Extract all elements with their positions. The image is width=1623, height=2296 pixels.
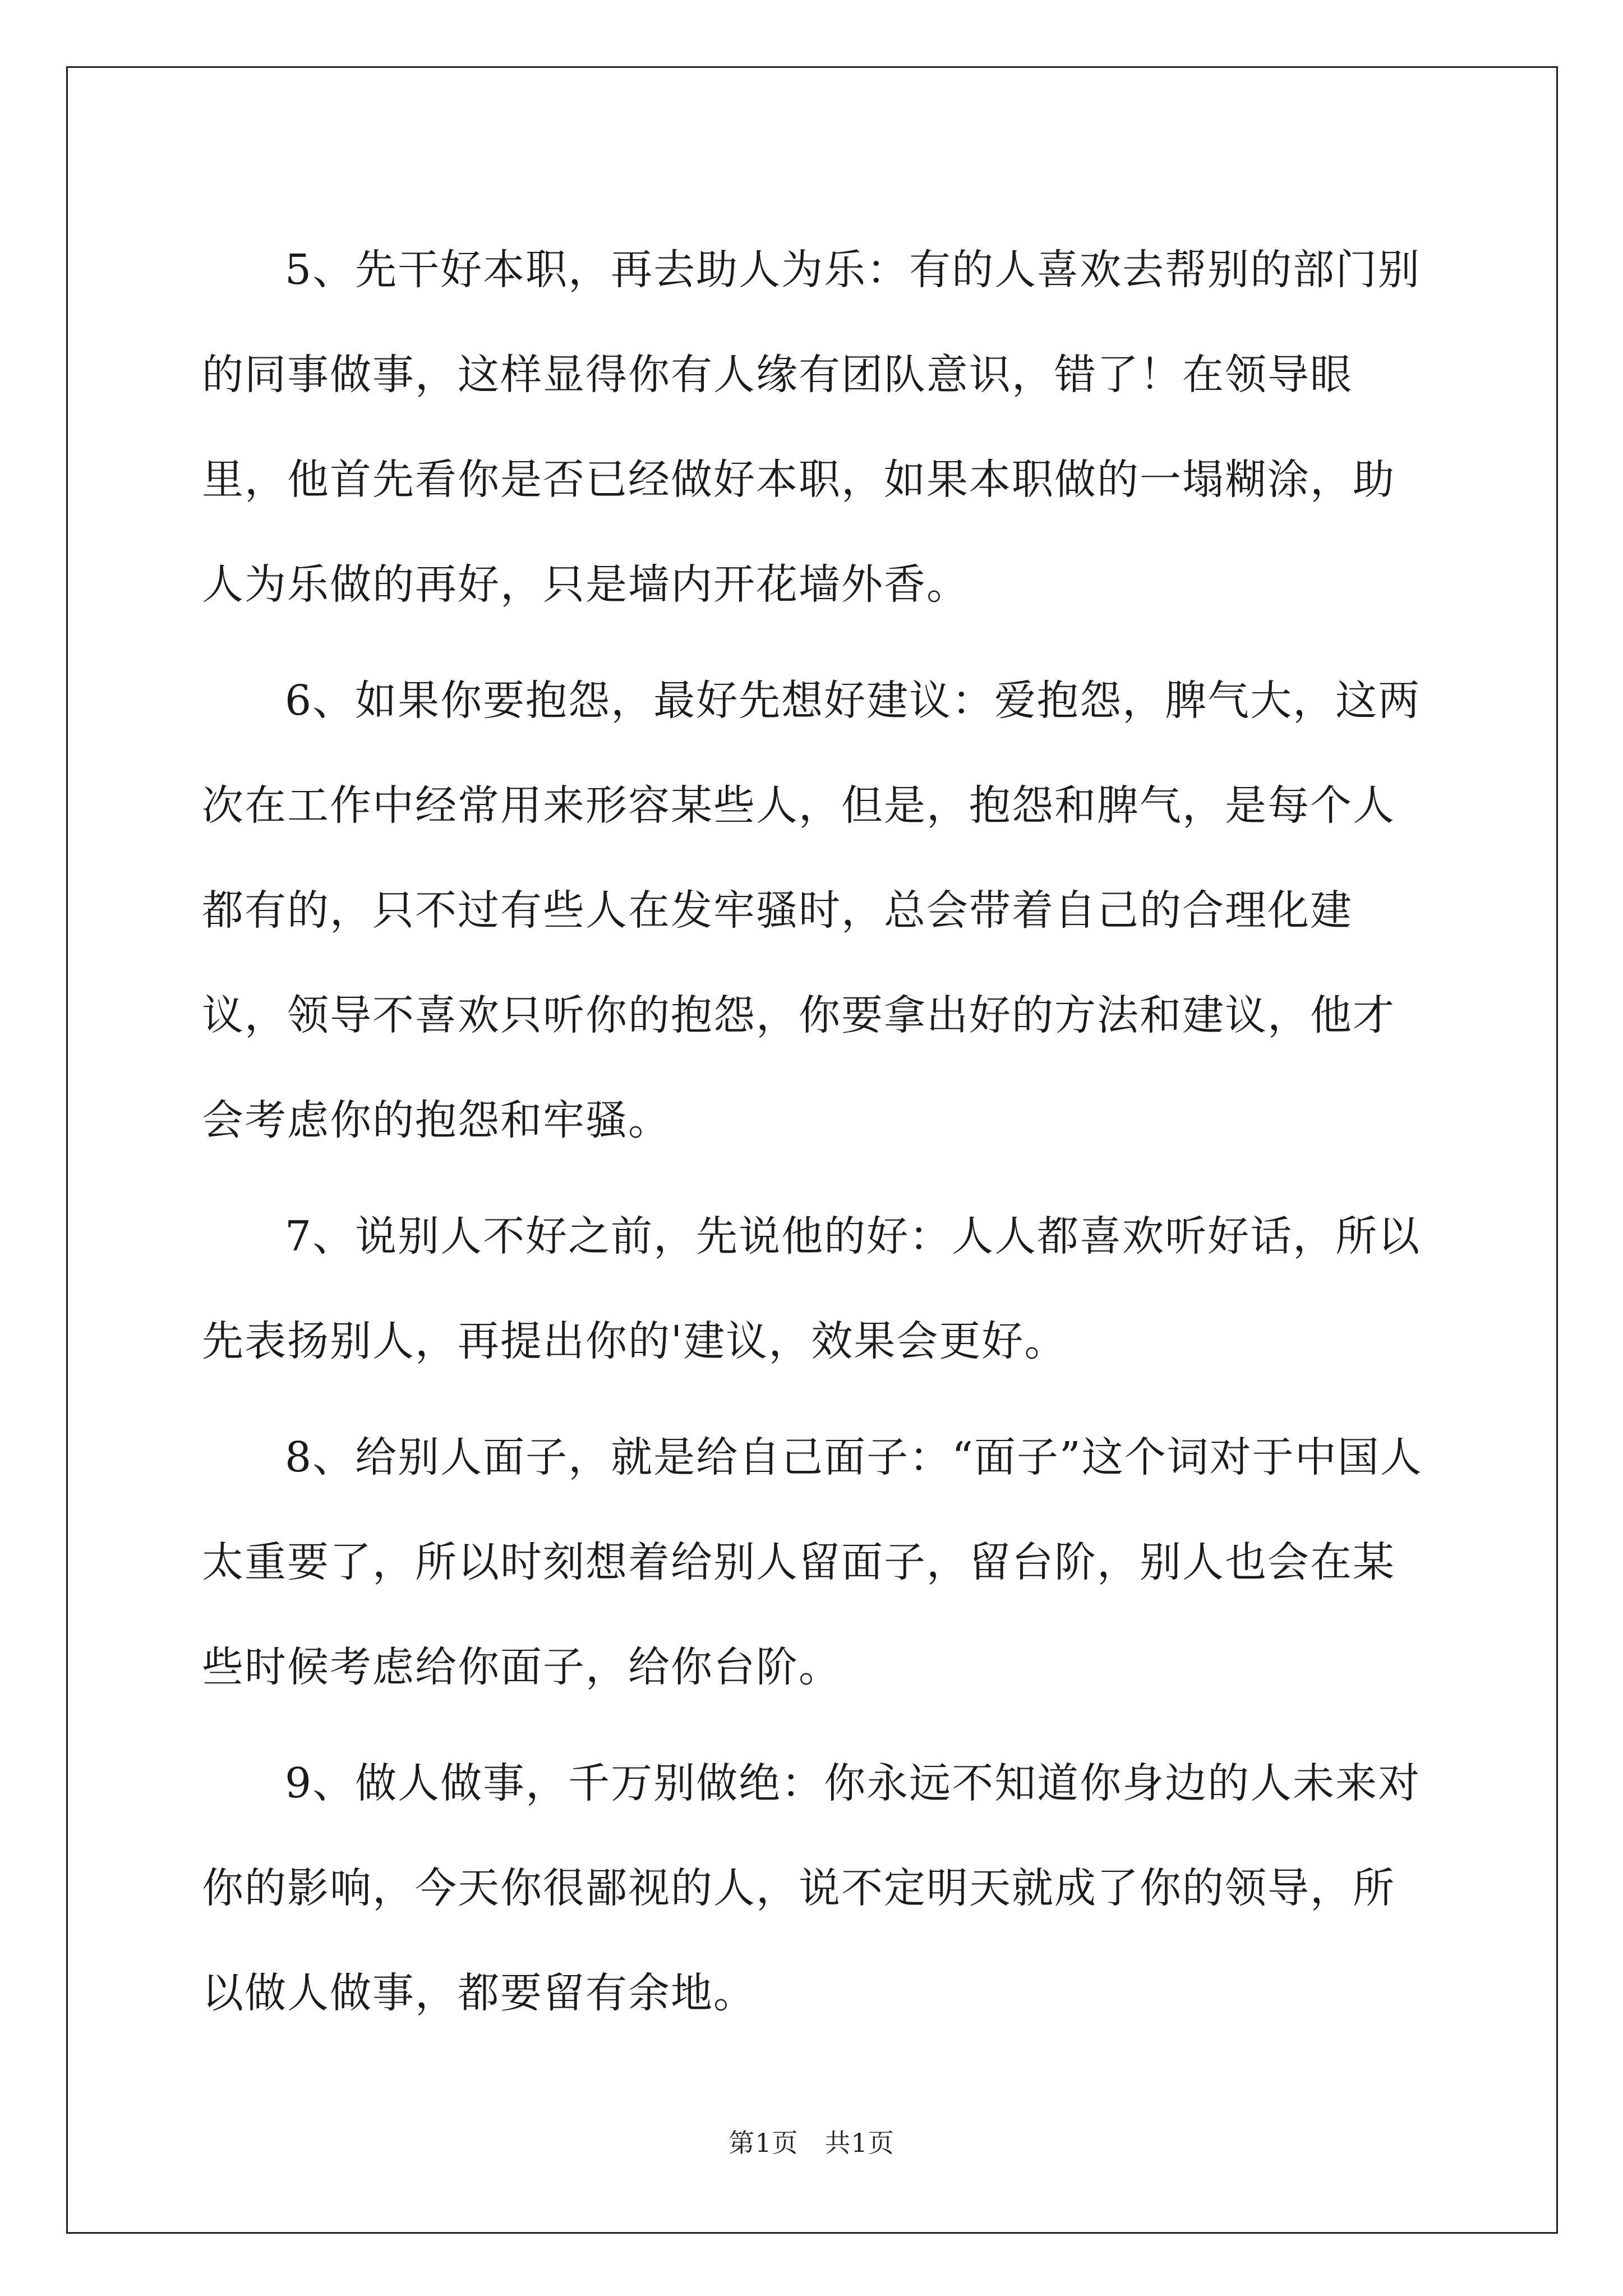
paragraph-8: 8、给别人面子，就是给自己面子：“面子”这个词对于中国人太重要了，所以时刻想着给别人留面子，留台阶，别人也会在某些时候考虑给你面子，给你台阶。 [202,1433,1423,1691]
page-footer: 第1页 共1页 [728,2128,895,2158]
paragraph-9: 9、做人做事，千万别做绝：你永远不知道你身边的人未来对你的影响，今天你很鄙视的人，说不定明天就成了你的领导，所以做人做事，都要留有余地。 [202,1759,1421,2017]
paragraph-6: 6、如果你要抱怨，最好先想好建议：爱抱怨，脾气大，这两次在工作中经常用来形容某些人，但是，抱怨和脾气，是每个人都有的，只不过有些人在发牢骚时，总会带着自己的合理化建议，领导不喜欢只听你的抱怨，你要拿出好的方法和建议，他才会考虑你的抱怨和牢骚。 [202,677,1421,1144]
paragraph-7: 7、说别人不好之前，先说他的好：人人都喜欢听好话，所以先表扬别人，再提出你的'建议，效果会更好。 [202,1212,1421,1365]
paragraph-5: 5、先干好本职，再去助人为乐：有的人喜欢去帮别的部门别的同事做事，这样显得你有人缘有团队意识，错了！在领导眼里，他首先看你是否已经做好本职，如果本职做的一塌糊涂，助人为乐做的再好，只是墙内开花墙外香。 [202,246,1421,609]
document-body [202,218,1436,2057]
